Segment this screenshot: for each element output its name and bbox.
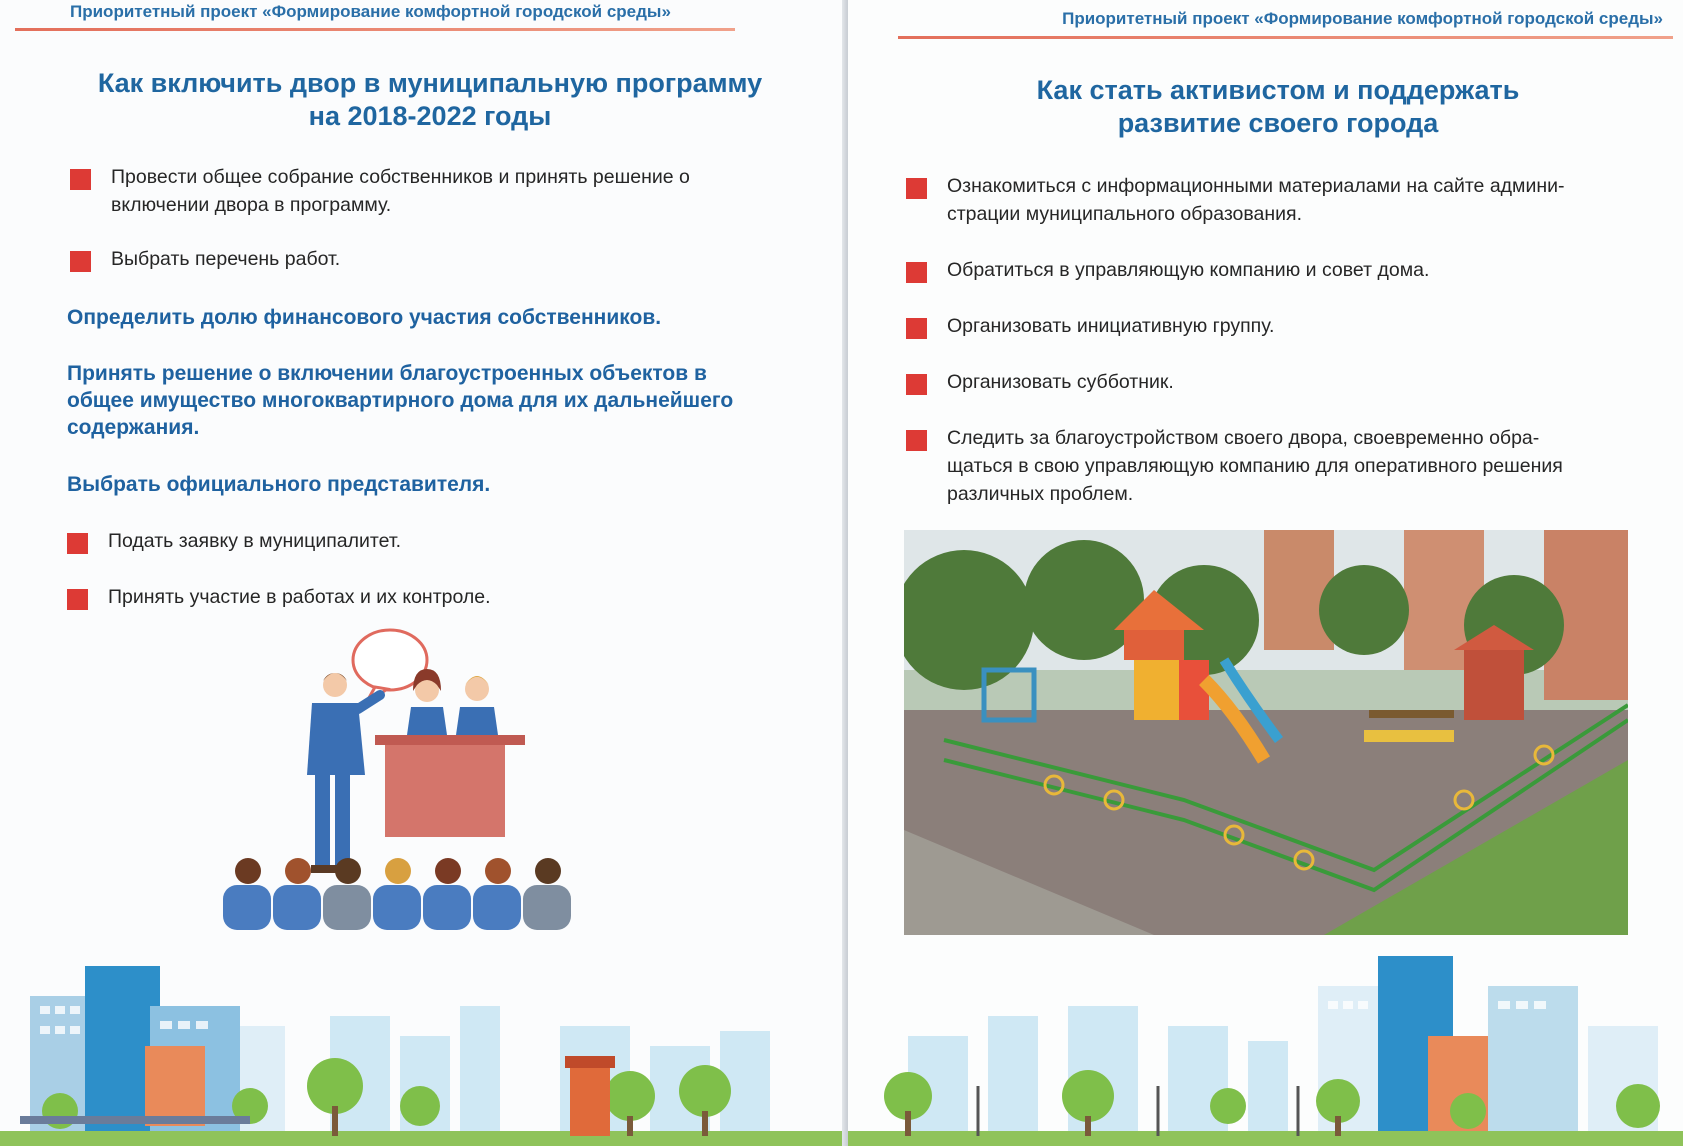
list-item (70, 245, 340, 273)
list-item (906, 424, 1563, 508)
bullet-square-icon (906, 318, 927, 339)
item-text: Подать заявку в муниципалитет. (108, 530, 402, 552)
list-item (906, 256, 1429, 284)
list-item (906, 312, 1274, 340)
title-line: на 2018-2022 годы (308, 101, 552, 131)
list-item (70, 163, 690, 219)
bullet-square-icon (70, 251, 91, 272)
right-page-title (888, 74, 1668, 140)
item-text: Ознакомиться с информационными материалами на сайте админи- (947, 175, 1565, 197)
item-text: Обратиться в управляющую компанию и совет дома. (947, 259, 1430, 281)
item-text: Следить за благоустройством своего двора, своевременно обра- (947, 427, 1540, 449)
bullet-square-icon (906, 430, 927, 451)
item-text: Организовать субботник. (947, 371, 1174, 393)
item-text: Выбрать перечень работ. (111, 248, 341, 270)
item-text: Провести общее собрание собственников и принять решение о (111, 166, 690, 188)
bold-step (67, 360, 733, 441)
item-text: различных проблем. (947, 483, 1134, 505)
list-item (906, 368, 1174, 396)
list-item (906, 172, 1565, 228)
bold-step-text: Определить долю финансового участия собственников. (67, 306, 662, 329)
item-text: Организовать инициативную группу. (947, 315, 1275, 337)
cityscape-illustration (0, 946, 848, 1146)
header-rule (15, 28, 735, 31)
bold-step (67, 471, 490, 498)
bullet-square-icon (906, 374, 927, 395)
list-item (67, 527, 401, 555)
bullet-square-icon (906, 262, 927, 283)
cityscape-illustration (848, 946, 1683, 1146)
bold-step-text: Принять решение о включении благоустроенных объектов в (67, 362, 707, 385)
bold-step (67, 304, 661, 331)
page-header: Приоритетный проект «Формирование комфортной городской среды» (1062, 9, 1663, 28)
bullet-square-icon (67, 589, 88, 610)
item-text: страции муниципального образования. (947, 203, 1303, 225)
page-header: Приоритетный проект «Формирование комфортной городской среды» (70, 2, 671, 21)
bullet-square-icon (70, 169, 91, 190)
bullet-square-icon (67, 533, 88, 554)
bold-step-text: общее имущество многоквартирного дома для их дальнейшего (67, 389, 734, 412)
header-rule (898, 36, 1673, 39)
item-text: щаться в свою управляющую компанию для оперативного решения (947, 455, 1563, 477)
left-page-title (70, 67, 790, 133)
title-line: развитие своего города (1117, 108, 1439, 138)
title-line: Как включить двор в муниципальную программу (97, 68, 763, 98)
item-text: включении двора в программу. (111, 194, 392, 216)
meeting-illustration (215, 625, 615, 945)
right-page (848, 0, 1683, 1146)
list-item (67, 583, 491, 611)
bold-step-text: содержания. (67, 416, 200, 439)
item-text: Принять участие в работах и их контроле. (108, 586, 491, 608)
playground-photo (904, 530, 1628, 935)
title-line: Как стать активистом и поддержать (1036, 75, 1520, 105)
bullet-square-icon (906, 178, 927, 199)
bold-step-text: Выбрать официального представителя. (67, 473, 491, 496)
